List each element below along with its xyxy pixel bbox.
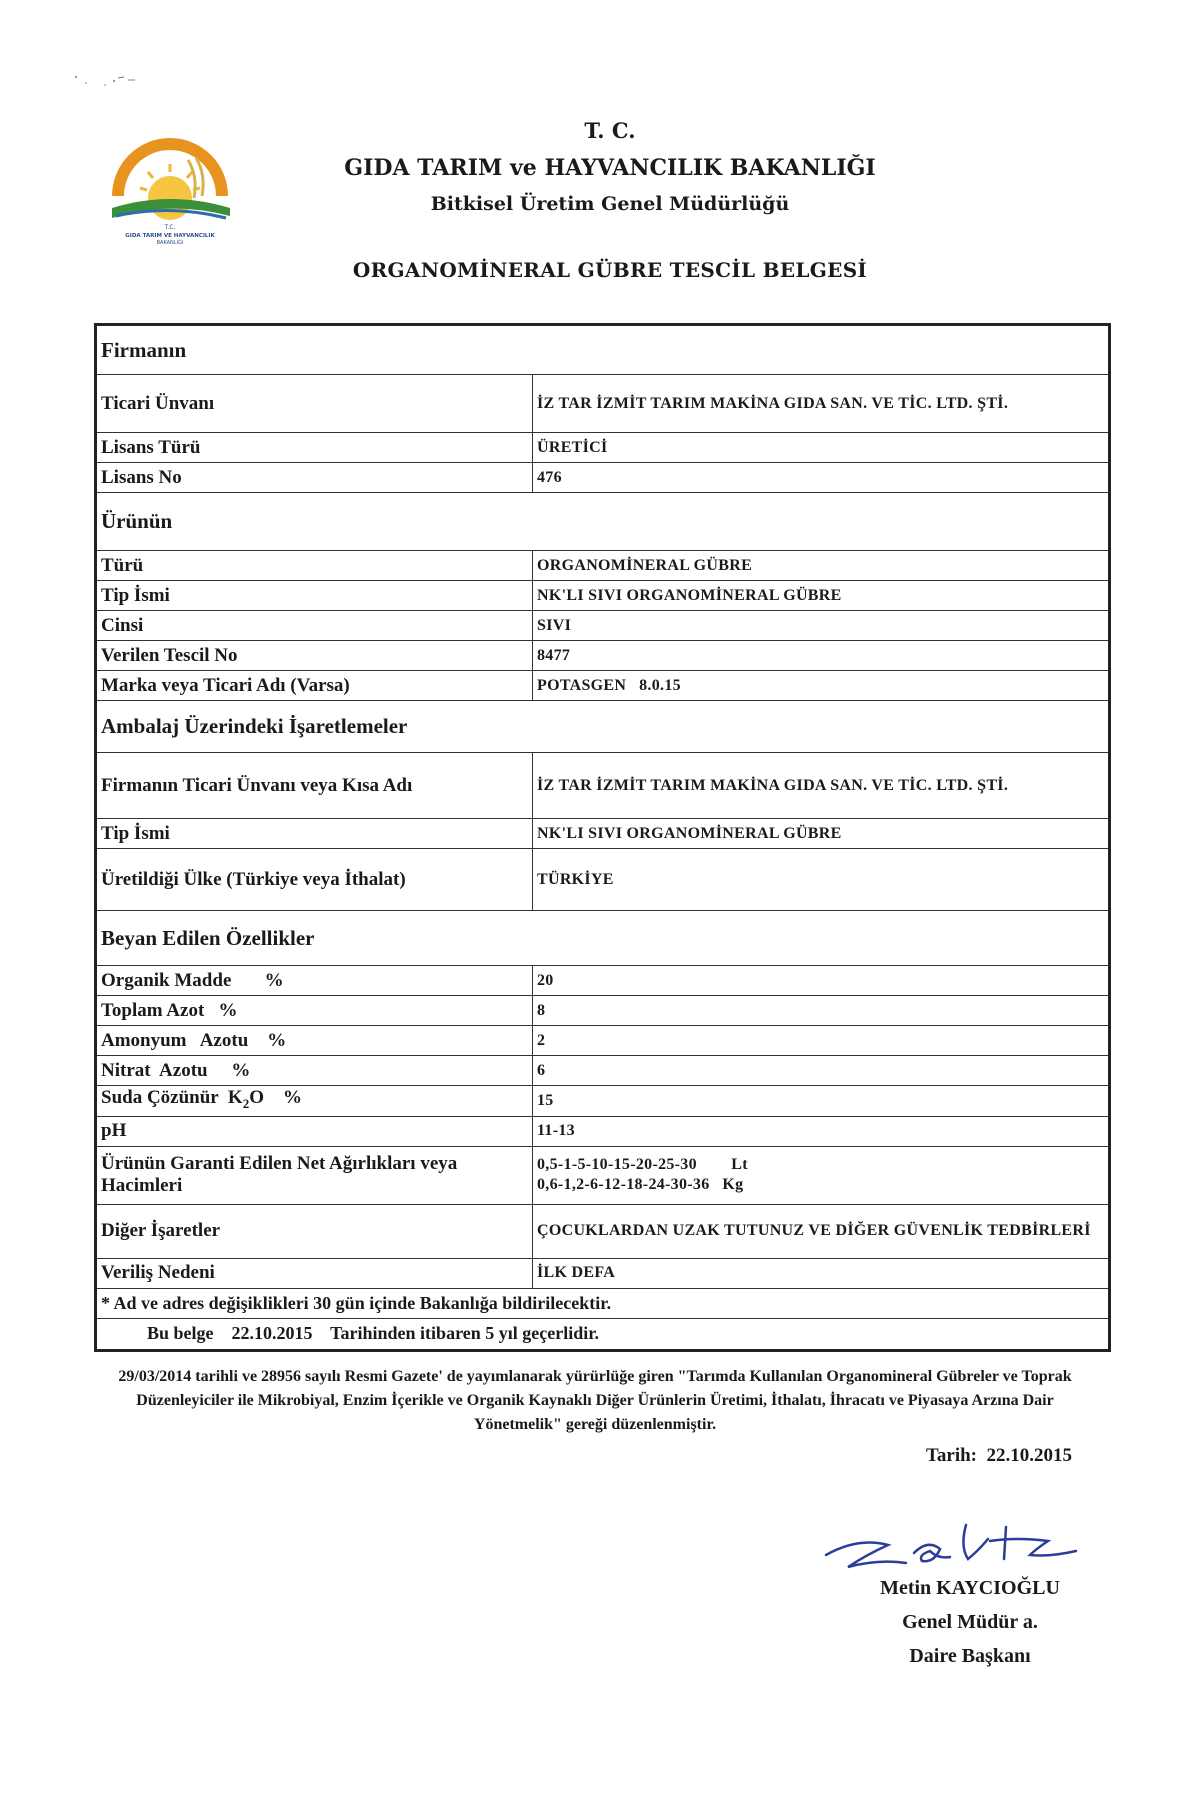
label-text: O % xyxy=(249,1087,302,1108)
field-label xyxy=(96,1146,533,1204)
signature xyxy=(818,1515,1088,1585)
svg-text:GIDA TARIM VE HAYVANCILIK: GIDA TARIM VE HAYVANCILIK xyxy=(125,233,215,239)
field-value: 2 xyxy=(533,1026,1110,1056)
table-row xyxy=(96,463,1110,493)
field-label: Verilen Tescil No xyxy=(96,641,533,671)
certificate-table xyxy=(94,323,1111,1352)
table-row xyxy=(96,433,1110,463)
ministry-heading: GIDA TARIM ve HAYVANCILIK BAKANLIĞI xyxy=(344,155,876,181)
regulation-text: 29/03/2014 tarihli ve 28956 sayılı Resmi Gazete' de yayımlanarak yürürlüğe giren "Tarımda Kullanılan Organomineral Gübreler ve Toprak Düzenleyiciler ile Mikrobiyal, Enzim İçerikle ve Organik Kaynaklı Diğer Ürünlerin Üretimi, İthalatı, İhracatı ve Piyasaya Arzına Dair Yönetmelik" gereği düzenlenmiştir. xyxy=(118,1368,1072,1433)
value-line: 0,5-1-5-10-15-20-25-30 Lt xyxy=(537,1156,748,1174)
field-label: Tip İsmi xyxy=(96,581,533,611)
field-label: Toplam Azot % xyxy=(96,996,533,1026)
table-row xyxy=(96,611,1110,641)
section-product xyxy=(96,493,1110,551)
table-row xyxy=(96,1204,1110,1258)
section-package xyxy=(96,701,1110,753)
table-row xyxy=(96,1116,1110,1146)
table-row xyxy=(96,1258,1110,1288)
field-value: SIVI xyxy=(533,611,1110,641)
table-row xyxy=(96,671,1110,701)
field-value: 476 xyxy=(533,463,1110,493)
section-heading: Ambalaj Üzerindeki İşaretlemeler xyxy=(96,701,1110,753)
field-value: TÜRKİYE xyxy=(533,849,1110,911)
field-value: ÜRETİCİ xyxy=(533,433,1110,463)
document-title: ORGANOMİNERAL GÜBRE TESCİL BELGESİ xyxy=(352,258,868,282)
field-label: Ticari Ünvanı xyxy=(96,375,533,433)
field-label: Tip İsmi xyxy=(96,819,533,849)
field-label: Veriliş Nedeni xyxy=(96,1258,533,1288)
field-value: 11-13 xyxy=(533,1116,1110,1146)
svg-text:T.C.: T.C. xyxy=(164,224,176,231)
field-label: Lisans Türü xyxy=(96,433,533,463)
field-label: Marka veya Ticari Adı (Varsa) xyxy=(96,671,533,701)
note-row xyxy=(96,1288,1110,1318)
section-heading: Firmanın xyxy=(96,325,1110,375)
republic-heading: T. C. xyxy=(584,118,636,143)
directorate-heading: Bitkisel Üretim Genel Müdürlüğü xyxy=(430,193,790,215)
field-value: 15 xyxy=(533,1086,1110,1117)
field-value: POTASGEN 8.0.15 xyxy=(533,671,1110,701)
table-row xyxy=(96,996,1110,1026)
section-properties xyxy=(96,911,1110,966)
label-text: Suda Çözünür K xyxy=(101,1087,243,1108)
svg-text:BAKANLIĞI: BAKANLIĞI xyxy=(156,240,184,246)
table-row xyxy=(96,641,1110,671)
section-firm xyxy=(96,325,1110,375)
field-label: Firmanın Ticari Ünvanı veya Kısa Adı xyxy=(96,753,533,819)
field-label: Diğer İşaretler xyxy=(96,1204,533,1258)
field-value: 8 xyxy=(533,996,1110,1026)
value-line: 0,6-1,2-6-12-18-24-30-36 Kg xyxy=(537,1176,744,1194)
signer-department: Daire Başkanı xyxy=(909,1645,1031,1667)
label-line: Hacimleri xyxy=(101,1175,183,1197)
field-value: İLK DEFA xyxy=(533,1258,1110,1288)
signer-title: Genel Müdür a. xyxy=(902,1611,1038,1633)
field-label xyxy=(96,1086,533,1117)
field-label: Üretildiği Ülke (Türkiye veya İthalat) xyxy=(96,849,533,911)
field-label: pH xyxy=(96,1116,533,1146)
field-value: İZ TAR İZMİT TARIM MAKİNA GIDA SAN. VE TİC. LTD. ŞTİ. xyxy=(533,753,1110,819)
field-value: 20 xyxy=(533,966,1110,996)
field-value xyxy=(533,1146,1110,1204)
field-value: İZ TAR İZMİT TARIM MAKİNA GIDA SAN. VE TİC. LTD. ŞTİ. xyxy=(533,375,1110,433)
section-heading: Beyan Edilen Özellikler xyxy=(96,911,1110,966)
field-value: ÇOCUKLARDAN UZAK TUTUNUZ VE DİĞER GÜVENLİK TEDBİRLERİ xyxy=(533,1204,1110,1258)
field-value: ORGANOMİNERAL GÜBRE xyxy=(533,551,1110,581)
label-line: Ürünün Garanti Edilen Net Ağırlıkları veya xyxy=(101,1153,458,1175)
table-row xyxy=(96,1086,1110,1117)
subscript: 2 xyxy=(242,1095,250,1111)
field-label: Amonyum Azotu % xyxy=(96,1026,533,1056)
signer-name: Metin KAYCIOĞLU xyxy=(880,1577,1060,1599)
field-value: 8477 xyxy=(533,641,1110,671)
field-value: NK'LI SIVI ORGANOMİNERAL GÜBRE xyxy=(533,819,1110,849)
table-row xyxy=(96,1026,1110,1056)
issue-date: Tarih: 22.10.2015 xyxy=(925,1445,1072,1466)
table-row xyxy=(96,375,1110,433)
ministry-logo xyxy=(100,128,240,248)
field-label: Nitrat Azotu % xyxy=(96,1056,533,1086)
field-label: Cinsi xyxy=(96,611,533,641)
table-row xyxy=(96,819,1110,849)
validity-note: Bu belge 22.10.2015 Tarihinden itibaren 5 yıl geçerlidir. xyxy=(96,1318,1110,1350)
table-row xyxy=(96,581,1110,611)
note-row xyxy=(96,1318,1110,1350)
table-row xyxy=(96,551,1110,581)
table-row xyxy=(96,1146,1110,1204)
field-value: 6 xyxy=(533,1056,1110,1086)
table-row xyxy=(96,849,1110,911)
table-row xyxy=(96,753,1110,819)
field-label: Türü xyxy=(96,551,533,581)
table-row xyxy=(96,1056,1110,1086)
field-value: NK'LI SIVI ORGANOMİNERAL GÜBRE xyxy=(533,581,1110,611)
table-row xyxy=(96,966,1110,996)
section-heading: Ürünün xyxy=(96,493,1110,551)
scan-marks xyxy=(72,72,162,92)
field-label: Organik Madde % xyxy=(96,966,533,996)
address-change-note: * Ad ve adres değişiklikleri 30 gün içinde Bakanlığa bildirilecektir. xyxy=(96,1288,1110,1318)
field-label: Lisans No xyxy=(96,463,533,493)
